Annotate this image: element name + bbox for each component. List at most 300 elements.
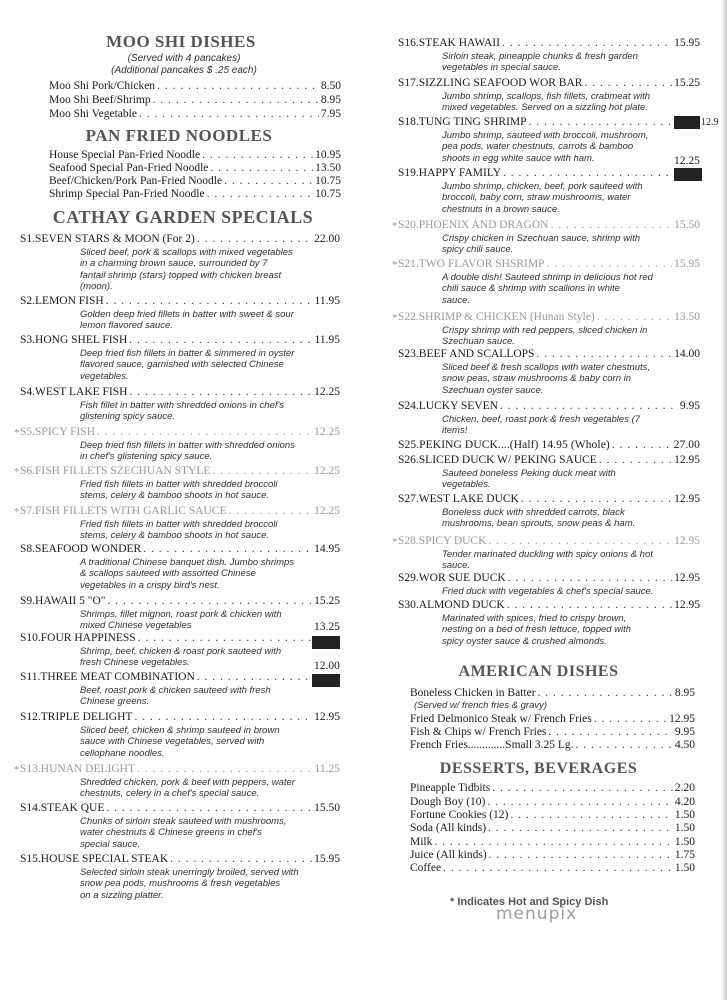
special-item-price: 14.00 [674, 348, 700, 360]
spicy-star-icon: * [392, 536, 398, 548]
special-item [20, 543, 340, 556]
special-description: mixed vegetables. Served on a sizzling hot plate. [442, 102, 648, 114]
page-edge-shadow [721, 0, 727, 1000]
special-item-number: S1. [20, 233, 36, 245]
special-item-leader-dots [612, 439, 672, 452]
special-item [398, 219, 700, 232]
special-item-number: S20. [398, 219, 419, 231]
special-item-leader-dots [229, 505, 313, 518]
american-item [410, 713, 695, 726]
spicy-star-icon: * [14, 506, 20, 518]
special-description: glistening spicy sauce. [80, 411, 176, 423]
special-item-price: 12.95 [674, 572, 700, 584]
special-description: chestnuts in a brown sauce. [442, 203, 560, 215]
special-item [398, 400, 700, 413]
special-item-price: 12.95 [674, 535, 700, 547]
special-description: cellophane noodles. [80, 747, 165, 759]
special-item-name: SHRIMP & CHICKEN (Hunan Style) [418, 311, 595, 323]
special-item-name: HOUSE SPECIAL STEAK [40, 853, 169, 865]
special-item-name: WEST LAKE DUCK [418, 493, 519, 505]
special-item [20, 386, 340, 399]
noodle-item-name: Beef/Chicken/Pork Pan-Fried Noodle [49, 175, 223, 187]
spicy-star-icon: * [14, 466, 20, 478]
moo-shi-item [49, 108, 341, 121]
moo-shi-title: MOO SHI DISHES [106, 32, 256, 51]
special-item [20, 295, 340, 308]
special-description: Crispy chicken in Szechuan sauce, shrimp with [442, 233, 641, 244]
dessert-item-leader-dots [489, 849, 673, 862]
american-item-name: Fish & Chips w/ French Fries [410, 726, 547, 738]
special-item-name: HUNAN DELIGHT [40, 763, 135, 775]
specials-title: CATHAY GARDEN SPECIALS [52, 207, 314, 227]
special-item-number: S23. [398, 348, 419, 360]
special-item-leader-dots [129, 334, 312, 347]
special-description: spicy chili sauce. [442, 244, 514, 256]
special-description: flavored sauce, garnished with selected Chinese [80, 359, 284, 371]
special-description: fantail shrimp (stars) topped with chicken breast [80, 269, 282, 281]
special-description: on a sizzling platter. [80, 889, 164, 901]
dessert-item-price: 1.50 [674, 862, 695, 874]
moo-shi-item-price: 8.50 [320, 80, 341, 92]
dessert-item-name: Coffee [410, 862, 442, 874]
moo-shi-item-name: Moo Shi Beef/Shrimp [49, 94, 151, 106]
spicy-star-icon: * [392, 220, 398, 232]
special-item-number: S12. [20, 711, 41, 723]
special-item [398, 311, 700, 324]
special-description: Shrimps, fillet mignon, roast pork & chicken with [80, 609, 282, 620]
special-item-leader-dots [550, 219, 672, 232]
special-item-price: 15.25 [314, 595, 340, 607]
special-item [398, 37, 700, 50]
redaction-block [312, 674, 340, 687]
special-item-name: TWO FLAVOR SHSRIMP [418, 258, 545, 270]
special-item [20, 426, 340, 439]
special-description: Chicken, beef, roast pork & fresh vegetables (7 [442, 414, 641, 425]
dessert-item-price: 1.75 [674, 849, 695, 861]
special-item-price: 12.25 [314, 465, 340, 477]
special-item-number: S13. [20, 763, 41, 775]
special-item-name: SPICY FISH [35, 426, 96, 438]
special-description: (moon). [80, 280, 113, 292]
special-description: vegetables in a crispy bird's nest. [80, 579, 220, 591]
special-item [20, 505, 340, 518]
special-item-leader-dots [212, 465, 312, 478]
special-item-leader-dots [508, 572, 672, 585]
special-item [398, 535, 700, 548]
special-price-s19: 12.25 [674, 155, 700, 167]
special-description: lemon flavored sauce. [80, 320, 173, 332]
special-description: sauce. [442, 294, 470, 306]
special-description: water chestnuts & Chinese greens in chef's [80, 827, 262, 839]
noodle-item [49, 149, 341, 162]
redaction-block [312, 636, 340, 649]
special-item-leader-dots [129, 386, 312, 399]
special-description: Deep fried fish fillets in batter with shredded onions [80, 440, 295, 451]
special-item-leader-dots [503, 167, 698, 180]
special-description: vegetables in special sauce. [442, 62, 561, 74]
dessert-item-name: Soda (All kinds) [410, 822, 487, 834]
special-description: pea pods, water chestnuts, carrots & bamboo [442, 141, 634, 153]
american-item-price: 4.50 [674, 739, 695, 751]
special-item-number: S16. [398, 37, 419, 49]
redaction-block [674, 168, 702, 181]
special-item-price: 13.50 [674, 311, 700, 323]
special-item-price: 9.95 [679, 400, 700, 412]
special-item-number: S11. [20, 671, 41, 683]
special-item-number: S29. [398, 572, 419, 584]
special-item-name: FISH FILLETS WITH GARLIC SAUCE [35, 505, 227, 517]
special-item-leader-dots [599, 454, 672, 467]
special-item-leader-dots [137, 763, 313, 776]
special-item-price: 11.95 [314, 295, 340, 307]
special-item-number: S22. [398, 311, 419, 323]
american-item [410, 739, 695, 752]
special-item-name: LUCKY SEVEN [418, 400, 498, 412]
special-item [20, 853, 340, 866]
special-item-leader-dots [597, 311, 672, 324]
moo-shi-note: (Served with 4 pancakes) [127, 53, 241, 64]
dessert-item-leader-dots [488, 822, 673, 835]
special-item-number: S28. [398, 535, 419, 547]
american-item [410, 687, 695, 700]
special-item-name: STEAK HAWAII [418, 37, 500, 49]
special-item-number: S30. [398, 599, 419, 611]
special-item-leader-dots [170, 853, 312, 866]
american-item [410, 726, 695, 739]
dessert-item-price: 4.20 [674, 796, 695, 808]
special-description: Crispy shrimp with red peppers, sliced chicken in [442, 325, 648, 336]
special-item-number: S21. [398, 258, 419, 270]
special-item-price: 15.25 [674, 77, 700, 89]
noodles-title: PAN FRIED NOODLES [85, 126, 273, 145]
special-description: nesting on a bed of fresh lettuce, topped with [442, 624, 632, 636]
special-item-leader-dots [106, 295, 313, 308]
special-description: stems, celery & bamboo shoots in hot sauce. [80, 490, 270, 502]
special-item [398, 77, 700, 90]
dessert-item [410, 796, 695, 809]
special-item [20, 233, 340, 246]
special-description: mushrooms, bean sprouts, snow peas & ham. [442, 518, 636, 530]
american-item-leader-dots [594, 713, 667, 726]
special-item [20, 465, 340, 478]
special-description: sauce. [442, 560, 470, 572]
special-item-number: S5. [20, 426, 36, 438]
noodle-item-price: 13.50 [315, 162, 341, 174]
special-item-name: SEVEN STARS & MOON (For 2) [35, 233, 195, 245]
special-description: chili sauce & shrimp with scallions in white [442, 283, 620, 295]
american-title: AMERICAN DISHES [458, 663, 619, 680]
special-description: chestnuts, celery in a chef's special sauce. [80, 788, 260, 800]
dessert-item-leader-dots [487, 796, 672, 809]
special-item-name: HAWAII 5 "O" [35, 595, 106, 607]
special-item-name: TRIPLE DELIGHT [40, 711, 133, 723]
special-description: vegetables. [80, 370, 129, 382]
special-item-name: SLICED DUCK W/ PEKING SAUCE [418, 454, 597, 466]
special-item-price: 15.50 [674, 219, 700, 231]
moo-shi-item-leader-dots [139, 108, 319, 121]
special-item-number: S3. [20, 334, 36, 346]
special-description: shoots in egg white sauce with ham. [442, 152, 595, 164]
american-item-price: 12.95 [669, 713, 695, 725]
special-item [20, 711, 340, 724]
special-item-leader-dots [143, 543, 312, 556]
dessert-item-name: Milk [410, 836, 433, 848]
special-description: Selected sirloin steak unerringly broiled, served with [80, 867, 299, 878]
special-price-s10: 13.25 [314, 621, 340, 633]
special-item-name: FOUR HAPPINESS [40, 632, 136, 644]
special-item [398, 258, 700, 271]
special-item-leader-dots [138, 632, 338, 645]
dessert-item-name: Dough Boy (10) [410, 796, 486, 808]
special-item [398, 493, 700, 506]
special-item-leader-dots [502, 37, 672, 50]
special-description: Szechuan sauce. [442, 336, 515, 348]
special-item-name: THREE MEAT COMBINATION [40, 671, 195, 683]
noodle-item-price: 10.75 [315, 188, 341, 200]
dessert-item-leader-dots [492, 782, 673, 795]
special-description: Fish fillet in batter with shredded onions in chef's [80, 400, 285, 411]
special-item-leader-dots [97, 426, 312, 439]
moo-shi-item [49, 80, 341, 93]
special-item-price: 27.00 [673, 439, 700, 451]
dessert-item-leader-dots [443, 862, 673, 875]
special-description: Golden deep fried fillets in batter with sweet & sour [80, 309, 294, 320]
special-item-number: S19. [398, 167, 419, 179]
special-item-name: SEAFOOD WONDER [35, 543, 142, 555]
dessert-item [410, 809, 695, 822]
special-item-name: STEAK QUE [40, 802, 105, 814]
special-description: Shrimp, beef, chicken & roast pork sauteed with [80, 646, 282, 657]
special-description: in a charming brown sauce, surrounded by 7 [80, 258, 268, 270]
special-item-name: FISH FILLETS SZECHUAN STYLE [35, 465, 211, 477]
noodle-item-leader-dots [207, 188, 314, 201]
noodle-item [49, 175, 341, 188]
special-item-number: S15. [20, 853, 41, 865]
special-item-price: 15.95 [674, 37, 700, 49]
special-description: Sirloin steak, pineapple chunks & fresh garden [442, 51, 638, 62]
special-item-name: PHOENIX AND DRAGON [418, 219, 549, 231]
moo-shi-item-price: 7.95 [320, 108, 341, 120]
special-description: Marinated with spices, fried to crispy brown, [442, 613, 627, 624]
special-description: Beef, roast pork & chicken sauteed with fresh [80, 685, 271, 696]
american-item-leader-dots [538, 687, 673, 700]
moo-shi-item-name: Moo Shi Vegetable [49, 108, 137, 120]
special-item-name: WEST LAKE FISH [35, 386, 128, 398]
special-description: sauce with Chinese vegetables, served with [80, 736, 265, 748]
noodle-item [49, 162, 341, 175]
special-item-name: SIZZLING SEAFOOD WOR BAR [418, 77, 583, 89]
special-item-leader-dots [500, 400, 678, 413]
special-item-price: 11.95 [314, 334, 340, 346]
moo-shi-item [49, 94, 341, 107]
special-item-price: 12.95 [674, 599, 700, 611]
special-item-leader-dots [488, 535, 672, 548]
american-item-name: Boneless Chicken in Batter [410, 687, 536, 699]
special-item-leader-dots [584, 77, 672, 90]
dessert-item [410, 836, 695, 849]
special-price-s11: 12.00 [314, 660, 340, 672]
special-item-number: S27. [398, 493, 419, 505]
special-item [20, 632, 340, 645]
special-item-price: 15.95 [674, 258, 700, 270]
noodle-item-name: Seafood Special Pan-Fried Noodle [49, 162, 209, 174]
special-item-name: PEKING DUCK....(Half) 14.95 (Whole) [419, 439, 610, 451]
spicy-star-icon: * [392, 312, 398, 324]
noodle-item-leader-dots [224, 175, 313, 188]
moo-shi-item-price: 8.95 [320, 94, 341, 106]
special-description: fresh Chinese vegetables. [80, 657, 190, 669]
special-item-price: 22.00 [314, 233, 340, 245]
special-item-number: S8. [20, 543, 36, 555]
special-description: Jumbo shrimp, scallops, fish fillets, crabmeat with [442, 91, 651, 102]
spicy-footnote: * Indicates Hot and Spicy Dish [450, 896, 609, 908]
special-description: Deep fried fish fillets in batter & simmered in oyster [80, 348, 295, 359]
special-description: Jumbo shrimp, chicken, beef, pork sauteed with [442, 181, 643, 192]
noodle-item-leader-dots [210, 162, 313, 175]
special-item-number: S14. [20, 802, 41, 814]
dessert-item-leader-dots [434, 836, 673, 849]
special-item-price: 14.95 [314, 543, 340, 555]
dessert-item-name: Juice (All kinds) [410, 849, 487, 861]
special-item-name: LEMON FISH [35, 295, 104, 307]
special-price-s18: 12.9 [701, 117, 719, 128]
special-description: Sliced beef, chicken & shrimp sauteed in brown [80, 725, 280, 736]
special-item [20, 671, 340, 684]
special-item [20, 595, 340, 608]
desserts-title: DESSERTS, BEVERAGES [439, 760, 638, 777]
special-description: Tender marinated duckling with spicy onions & hot [442, 549, 653, 560]
redaction-block [674, 116, 700, 129]
special-item-price: 12.25 [314, 386, 340, 398]
spicy-star-icon: * [392, 259, 398, 271]
american-item-name: French Fries.............Small 3.25 Lg. [410, 739, 574, 751]
dessert-item [410, 862, 695, 875]
special-item [398, 599, 700, 612]
special-item-name: BEEF AND SCALLOPS [418, 348, 535, 360]
special-item-name: HONG SHEL FISH [35, 334, 128, 346]
special-description: in chef's glistening spicy sauce. [80, 451, 213, 463]
dessert-item-leader-dots [510, 809, 672, 822]
special-description: Fried fish fillets in batter with shredded broccoli [80, 519, 278, 530]
noodle-item-name: Shrimp Special Pan-Fried Noodle [49, 188, 205, 200]
special-description: A traditional Chinese banquet dish. Jumbo shrimps [80, 557, 295, 568]
noodle-item-name: House Special Pan-Fried Noodle [49, 149, 201, 161]
special-description: Sauteed boneless Peking duck meat with [442, 468, 616, 479]
special-item-price: 12.25 [314, 426, 340, 438]
special-description: snow peas, straw mushrooms & baby corn in [442, 373, 632, 385]
special-item-number: S10. [20, 632, 41, 644]
special-item-leader-dots [107, 595, 312, 608]
special-item-leader-dots [197, 233, 312, 246]
special-item-leader-dots [507, 599, 672, 612]
special-item [398, 454, 700, 467]
menupix-watermark: menupix [496, 904, 578, 924]
special-description: Shredded chicken, pork & beef with peppers, water [80, 777, 295, 788]
special-item [398, 348, 700, 361]
special-description: special sauce. [80, 838, 141, 850]
special-description: Chunks of sirloin steak sauteed with mushrooms, [80, 816, 287, 827]
special-item-name: WOR SUE DUCK [418, 572, 506, 584]
special-item [20, 763, 340, 776]
special-item-number: S26. [398, 454, 419, 466]
special-item [398, 572, 700, 585]
special-item-price: 15.95 [314, 853, 340, 865]
special-item [20, 334, 340, 347]
special-description: Fried fish fillets in batter with shredded broccoli [80, 479, 278, 490]
special-item-price: 15.50 [314, 802, 340, 814]
american-note: (Served w/ french fries & gravy) [414, 700, 548, 711]
moo-shi-item-name: Moo Shi Pork/Chicken [49, 80, 156, 92]
dessert-item-name: Fortune Cookies (12) [410, 809, 509, 821]
special-item-name: ALMOND DUCK [418, 599, 505, 611]
special-description: Chinese greens. [80, 696, 150, 708]
special-description: items! [442, 425, 468, 437]
special-item-price: 12.95 [314, 711, 340, 723]
special-item-number: S9. [20, 595, 36, 607]
special-item-number: S2. [20, 295, 36, 307]
dessert-item-price: 1.50 [674, 836, 695, 848]
spicy-star-icon: * [14, 764, 20, 776]
american-item-price: 9.95 [674, 726, 695, 738]
dessert-item-name: Pineapple Tidbits [410, 782, 491, 794]
special-item [398, 116, 700, 129]
special-description: Jumbo shrimp, sauteed with broccoli, mushroom, [442, 130, 649, 141]
special-item-number: S25. [398, 439, 420, 451]
special-description: & scallops sauteed with assorted Chinese [80, 568, 256, 580]
special-description: A double dish! Sauteed shrimp in delicious hot red [442, 272, 653, 283]
american-item-leader-dots [548, 726, 672, 739]
noodle-item [49, 188, 341, 201]
special-item [398, 167, 700, 180]
special-item-price: 12.25 [314, 505, 340, 517]
dessert-item-price: 1.50 [674, 809, 695, 821]
noodle-item-price: 10.95 [315, 149, 341, 161]
special-item-price: 12.95 [674, 493, 700, 505]
special-description: vegetables. [442, 479, 491, 491]
special-item-leader-dots [546, 258, 672, 271]
special-item-number: S7. [20, 505, 36, 517]
dessert-item [410, 782, 695, 795]
special-item-leader-dots [134, 711, 312, 724]
dessert-item [410, 849, 695, 862]
special-item-name: TUNG TING SHRIMP [418, 116, 527, 128]
special-item-number: S17. [398, 77, 419, 89]
moo-shi-note: (Additional pancakes $ .25 each) [111, 65, 257, 76]
american-item-name: Fried Delmonico Steak w/ French Fries [410, 713, 592, 725]
special-description: stems, celery & bamboo shoots in hot sauce. [80, 530, 270, 542]
special-item-leader-dots [521, 493, 672, 506]
noodle-item-leader-dots [202, 149, 313, 162]
special-description: Sliced beef & fresh scallops with water chestnuts, [442, 362, 651, 373]
special-item-name: SPICY DUCK [418, 535, 487, 547]
special-item-leader-dots [536, 348, 672, 361]
spicy-star-icon: * [14, 427, 20, 439]
american-item-price: 8.95 [674, 687, 695, 699]
dessert-item [410, 822, 695, 835]
special-item-leader-dots [529, 116, 698, 129]
special-item-name: HAPPY FAMILY [418, 167, 502, 179]
special-description: mixed Chinese vegetables [80, 620, 192, 632]
special-description: broccoli, baby corn, straw mushrooms, water [442, 192, 631, 204]
american-item-leader-dots [576, 739, 673, 752]
moo-shi-item-leader-dots [153, 94, 319, 107]
special-description: Boneless duck with shredded carrots, black [442, 507, 625, 518]
special-item-price: 11.25 [314, 763, 340, 775]
moo-shi-item-leader-dots [157, 80, 319, 93]
dessert-item-price: 1.50 [674, 822, 695, 834]
noodle-item-price: 10.75 [315, 175, 341, 187]
dessert-item-price: 2.20 [674, 782, 695, 794]
